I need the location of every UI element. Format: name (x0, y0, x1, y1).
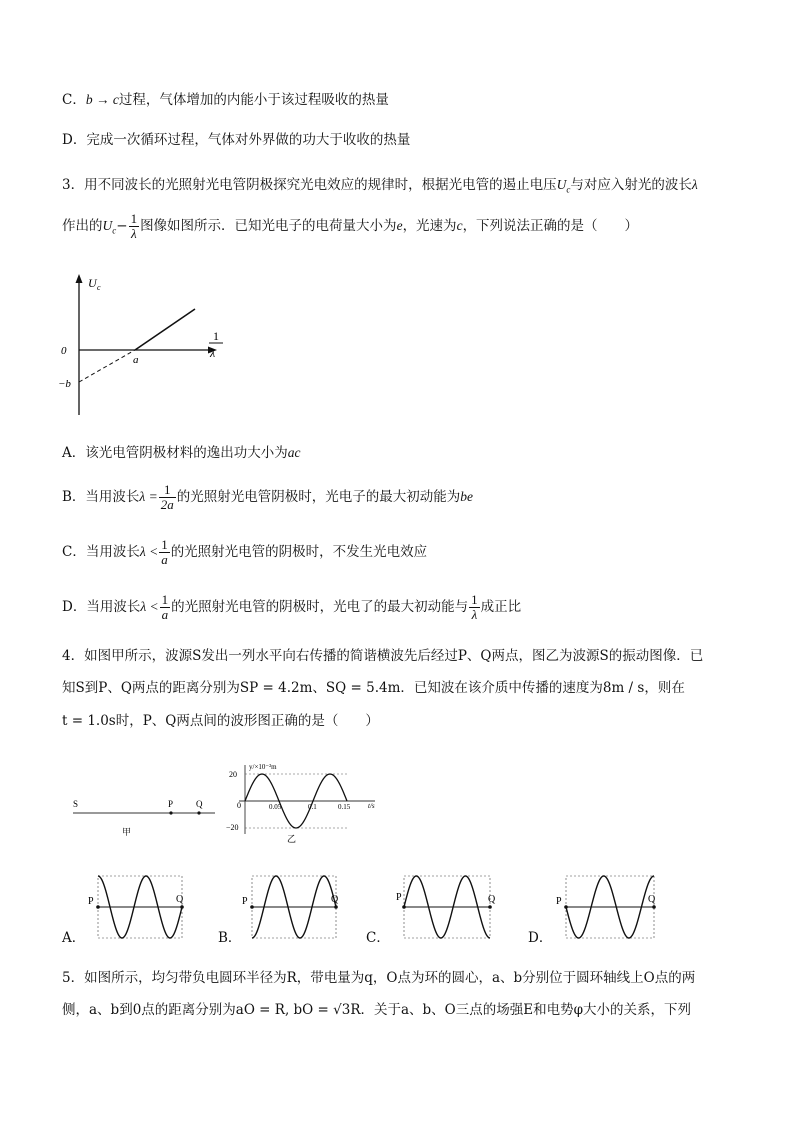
minus-b-label: −b (58, 378, 71, 390)
q4-stem-line3: t = 1.0s时，P、Q两点间的波形图正确的是（ ） (62, 713, 379, 729)
svg-text:Q: Q (488, 894, 496, 905)
q4-choice-d-label: D． (528, 930, 553, 946)
q4-choice-d (556, 870, 666, 945)
svg-text:0.15: 0.15 (338, 803, 351, 811)
q5-stem-line1: 5．如图所示，均匀带负电圆环半径为R，带电量为q，O点为环的圆心，a、b分别位于圆环轴线上O点的两 (62, 970, 696, 986)
q4-stem-line1: 4．如图甲所示，波源S发出一列水平向右传播的简谐横波先后经过P、Q两点，图乙为波源S的振动图像．已 (62, 648, 704, 664)
y-axis-label: U (88, 276, 97, 290)
q5-stem-line2: 侧，a、b到0点的距离分别为aO = R, bO = √3R．关于a、b、O三点的场强E和电势φ大小的关系，下列 (62, 1002, 692, 1018)
svg-text:乙: 乙 (287, 834, 297, 844)
svg-text:Q: Q (196, 799, 203, 809)
q3-option-d: D．当用波长λ < $\frac{1}{a}$ 的光照射光电管的阴极时，光电了的最大初动能与 $\frac{1}{\lambda}$ 成正比 (62, 592, 522, 622)
q3-option-a: A．该光电管阴极材料的逸出功大小为ac (62, 445, 301, 461)
svg-text:20: 20 (229, 770, 237, 779)
q3-option-c: C．当用波长λ < $\frac{1}{a}$ 的光照射光电管的阴极时，不发生光电效应 (62, 537, 428, 567)
svg-text:0: 0 (237, 801, 241, 810)
svg-text:P: P (88, 896, 94, 907)
q3-option-b: B．当用波长λ = $\frac{1}{2a}$ 的光照射光电管阴极时，光电子的最大初动能为be (62, 482, 474, 512)
svg-text:Q: Q (331, 894, 339, 905)
a-label: a (133, 354, 139, 366)
q2-option-c: C．b → c过程，气体增加的内能小于该过程吸收的热量 (62, 92, 389, 108)
origin-label: 0 (61, 345, 67, 357)
svg-text:P: P (396, 892, 402, 903)
svg-text:−20: −20 (226, 823, 239, 832)
q4-choice-c (392, 870, 502, 945)
q4-choice-b-label: B． (218, 930, 242, 946)
svg-text:0.1: 0.1 (308, 803, 317, 811)
svg-text:P: P (242, 896, 248, 907)
svg-text:t/s: t/s (368, 802, 375, 810)
q3-stem-line1: 3．用不同波长的光照射光电管阴极探究光电效应的规律时，根据光电管的遏止电压$U_c$与对应入射光的波长λ (62, 177, 698, 195)
q4-choice-b (242, 870, 342, 945)
q4-figure-yi (225, 760, 385, 845)
svg-text:0.05: 0.05 (269, 803, 282, 811)
svg-text:P: P (556, 896, 562, 907)
svg-text:Q: Q (648, 894, 656, 905)
q4-stem-line2: 知S到P、Q两点的距离分别为SP = 4.2m、SQ = 5.4m．已知波在该介质中传播的速度为8m / s，则在 (62, 680, 685, 696)
q3-stem-line2: 作出的$U_c-$ $\frac{1}{\lambda}$ 图像如图所示．已知光电子的电荷量大小为e，光速为c，下列说法正确的是（ ） (62, 211, 639, 241)
y-axis-sub: c (97, 283, 101, 292)
x-axis-label-den: λ (210, 346, 216, 360)
q3-uc-graph (55, 270, 230, 420)
svg-text:y/×10⁻²m: y/×10⁻²m (249, 763, 277, 771)
svg-text:甲: 甲 (122, 827, 132, 837)
q4-choice-a (86, 870, 186, 945)
svg-text:S: S (73, 799, 79, 809)
q4-choice-a-label: A． (62, 930, 86, 946)
x-axis-label-num: 1 (213, 329, 219, 343)
svg-text:P: P (168, 799, 174, 809)
q4-choice-c-label: C． (366, 930, 390, 946)
svg-text:Q: Q (176, 894, 184, 905)
q2-option-d: D．完成一次循环过程，气体对外界做的功大于收收的热量 (62, 132, 411, 148)
q4-figure-jia (70, 795, 220, 840)
